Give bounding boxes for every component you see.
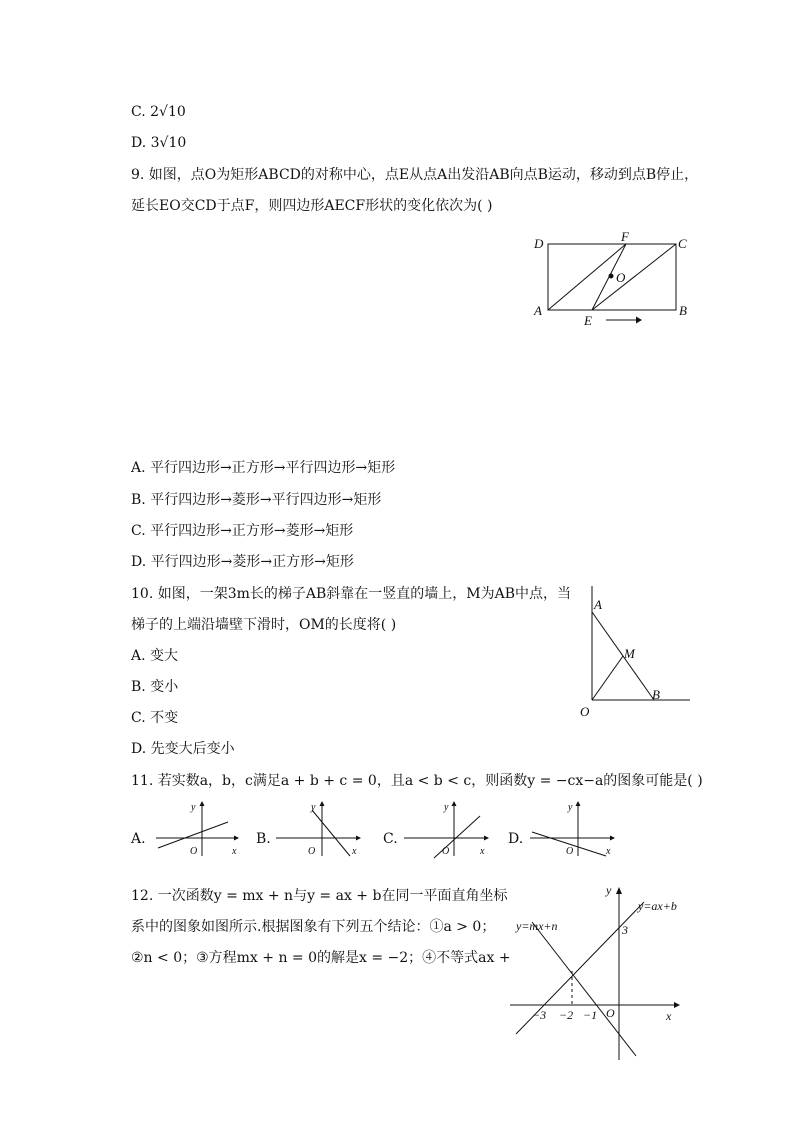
q11-option-c-graph (400, 798, 492, 860)
svg-text:−1: −1 (583, 1008, 598, 1022)
svg-text:O: O (442, 846, 450, 857)
q10-stem-line1: 10. 如图，一架3m长的梯子AB斜靠在一竖直的墙上，M为AB中点，当 (131, 586, 572, 602)
q9-stem-line1: 9. 如图，点O为矩形ABCD的对称中心，点E从点A出发沿AB向点B运动，移动到点B停止， (131, 167, 699, 183)
q11-option-b-letter: B. (256, 831, 271, 847)
q10-ladder-figure (574, 582, 696, 722)
q10-option-a: A. 变大 (131, 648, 179, 664)
q12-stem-line3: ②n < 0；③方程mx + n = 0的解是x = −2；④不等式ax + (131, 950, 511, 966)
q10-option-d: D. 先变大后变小 (131, 741, 235, 757)
label-d: D (534, 236, 544, 251)
svg-text:O: O (308, 846, 316, 857)
svg-text:y=mx+n: y=mx+n (516, 919, 558, 933)
q9-option-b: B. 平行四边形→菱形→平行四边形→矩形 (131, 492, 382, 508)
segment-om (592, 656, 623, 700)
q12-linear-functions-figure (506, 884, 696, 1064)
svg-text:−3: −3 (532, 1008, 547, 1022)
q8-option-d: D. 3√10 (131, 135, 187, 151)
q9-option-a: A. 平行四边形→正方形→平行四边形→矩形 (131, 460, 396, 476)
svg-text:y=ax+b: y=ax+b (638, 899, 677, 913)
label-o: O (580, 704, 590, 719)
q11-stem: 11. 若实数a，b，c满足a + b + c = 0，且a < b < c，则函数y = −cx−a的图象可能是( ) (131, 773, 703, 789)
center-point-o (609, 274, 614, 279)
svg-text:x: x (666, 1009, 672, 1023)
graph-line (158, 822, 228, 848)
motion-arrow-head (636, 317, 642, 324)
q9-rectangle-figure (528, 228, 698, 328)
q11-option-d-letter: D. (508, 831, 524, 847)
svg-text:x: x (480, 846, 485, 857)
segment-af (548, 244, 626, 310)
label-a: A (594, 597, 602, 612)
svg-text:x: x (606, 846, 611, 857)
svg-text:x: x (232, 846, 237, 857)
graph-line (312, 810, 350, 856)
q11-option-a-letter: A. (131, 831, 146, 847)
svg-text:O: O (606, 1006, 615, 1020)
q9-option-c: C. 平行四边形→正方形→菱形→矩形 (131, 523, 354, 539)
q11-option-a-graph (150, 798, 242, 860)
q11-option-d-graph (526, 798, 618, 860)
svg-text:y: y (444, 802, 449, 813)
q9-stem-line2: 延长EO交CD于点F，则四边形AECF形状的变化依次为( ) (131, 198, 493, 214)
graph-line (434, 816, 480, 858)
q11-option-c-letter: C. (383, 831, 398, 847)
label-b: B (652, 687, 660, 702)
svg-text:O: O (190, 846, 198, 857)
q10-option-c: C. 不变 (131, 710, 179, 726)
svg-text:x: x (352, 846, 357, 857)
svg-text:−2: −2 (559, 1008, 574, 1022)
segment-ec (592, 244, 676, 310)
svg-text:y: y (568, 802, 573, 813)
label-c: C (678, 236, 687, 251)
label-b: B (679, 303, 687, 318)
q8-option-c: C. 2√10 (131, 104, 186, 120)
line-mx-plus-n (532, 922, 636, 1056)
svg-text:3: 3 (622, 923, 628, 937)
q12-stem-line1: 12. 一次函数y = mx + n与y = ax + b在同一平面直角坐标 (131, 888, 508, 904)
label-e: E (584, 313, 592, 328)
svg-text:O: O (566, 846, 574, 857)
label-o: O (616, 270, 626, 285)
q10-option-b: B. 变小 (131, 679, 179, 695)
q11-option-b-graph (272, 798, 364, 860)
label-m: M (624, 646, 635, 661)
q9-option-d: D. 平行四边形→菱形→正方形→矩形 (131, 554, 354, 570)
svg-text:y: y (191, 802, 196, 813)
q10-stem-line2: 梯子的上端沿墙壁下滑时，OM的长度将( ) (131, 617, 397, 633)
label-f: F (621, 229, 629, 244)
q12-stem-line2: 系中的图象如图所示.根据图象有下列五个结论：①a > 0； (131, 919, 496, 935)
svg-text:y: y (606, 884, 612, 897)
x-axis-arrow (674, 1002, 680, 1008)
svg-text:y: y (311, 802, 316, 813)
y-axis-arrow (616, 887, 622, 894)
label-a: A (534, 303, 542, 318)
